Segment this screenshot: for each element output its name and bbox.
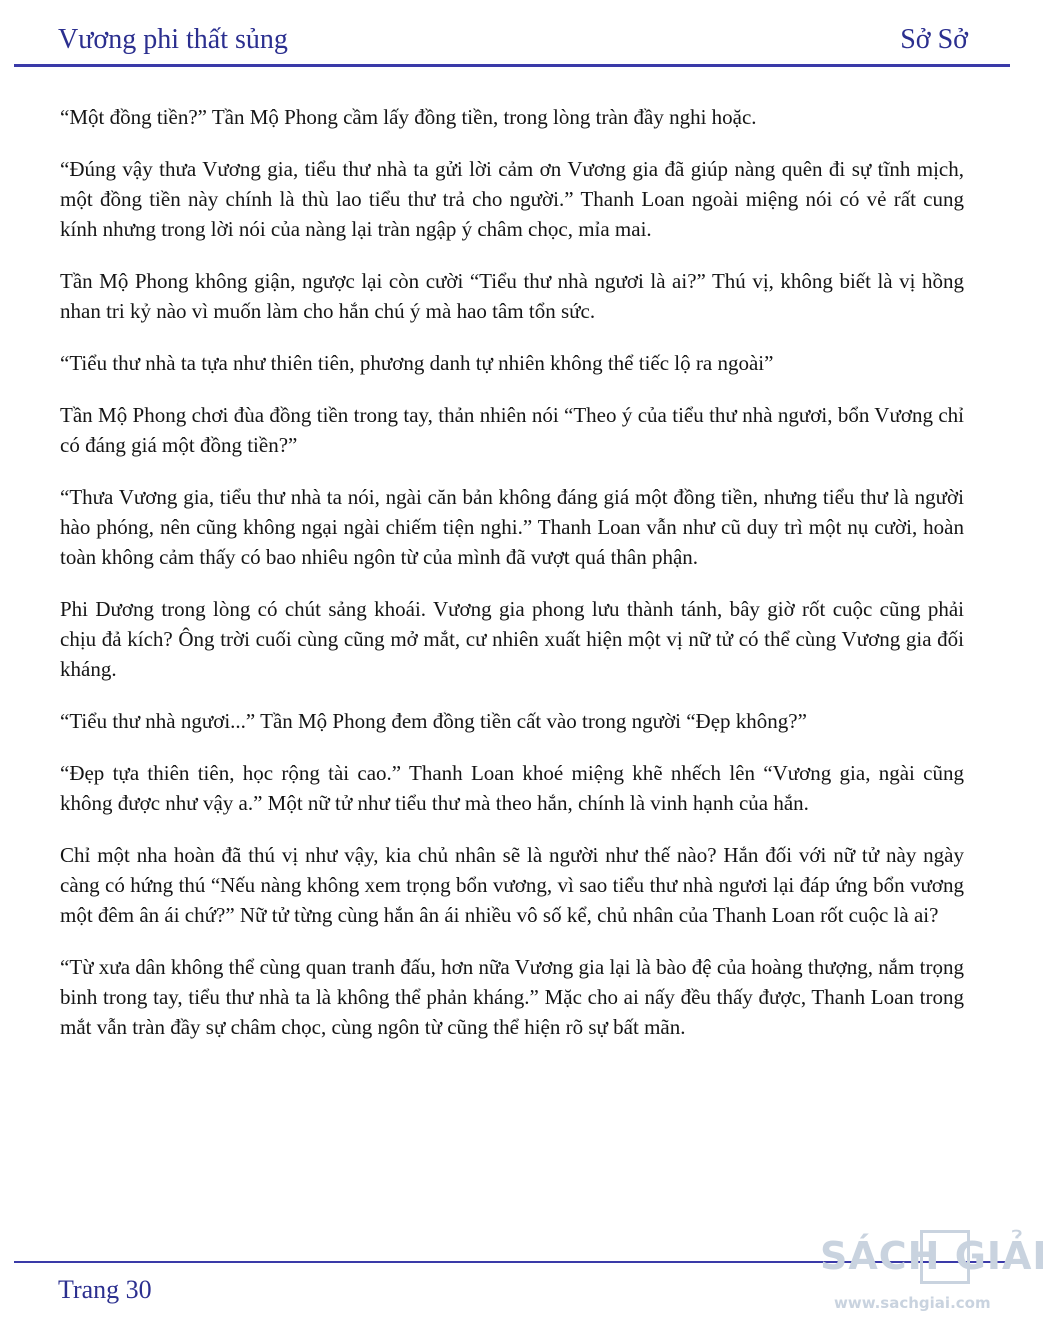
page-header <box>0 0 1024 70</box>
paragraph: “Đúng vậy thưa Vương gia, tiểu thư nhà ta gửi lời cảm ơn Vương gia đã giúp nàng quên đi sự tĩnh mịch, một đồng tiền này chính là thù lao tiểu thư trả cho người.” Thanh Loan ngoài miệng nói có vẻ rất cung kính nhưng trong lời nói của nàng lại tràn ngập ý châm chọc, mỉa mai. <box>60 157 964 241</box>
paragraph: Tần Mộ Phong không giận, ngược lại còn cười “Tiểu thư nhà ngươi là ai?” Thú vị, không biết là vị hồng nhan tri kỷ nào vì muốn làm cho hắn chú ý mà hao tâm tổn sức. <box>60 269 964 323</box>
paragraph: “Tiểu thư nhà ta tựa như thiên tiên, phương danh tự nhiên không thể tiếc lộ ra ngoài” <box>60 351 774 375</box>
paragraph: Tần Mộ Phong chơi đùa đồng tiền trong tay, thản nhiên nói “Theo ý của tiểu thư nhà ngươi, bổn Vương chỉ có đáng giá một đồng tiền?” <box>60 403 964 457</box>
watermark-url: www.sachgiai.com <box>834 1294 991 1312</box>
header-divider <box>14 64 1010 67</box>
book-author: Sở Sở <box>900 24 968 55</box>
paragraph: “Một đồng tiền?” Tần Mộ Phong cầm lấy đồng tiền, trong lòng tràn đầy nghi hoặc. <box>60 105 757 129</box>
paragraph: “Thưa Vương gia, tiểu thư nhà ta nói, ngài căn bản không đáng giá một đồng tiền, nhưng tiểu thư là người hào phóng, nên cũng không ngại ngài chiếm tiện nghi.” Thanh Loan vẫn như cũ duy trì một nụ cười, hoàn toàn không cảm thấy có bao nhiêu ngôn từ của mình đã vượt quá thân phận. <box>60 485 964 569</box>
page-body <box>60 102 964 1064</box>
page-number: Trang 30 <box>58 1275 152 1304</box>
watermark-logo: SÁCH GIẢI <box>820 1234 1048 1278</box>
book-title: Vương phi thất sủng <box>58 24 288 55</box>
paragraph: Chỉ một nha hoàn đã thú vị như vậy, kia chủ nhân sẽ là người như thế nào? Hắn đối với nữ tử này ngày càng có hứng thú “Nếu nàng không xem trọng bổn vương, vì sao tiểu thư nhà ngươi lại đáp ứng bổn vương một đêm ân ái chứ?” Nữ tử từng cùng hắn ân ái nhiều vô số kể, chủ nhân của Thanh Loan rốt cuộc là ai? <box>60 843 964 927</box>
paragraph: “Đẹp tựa thiên tiên, học rộng tài cao.” Thanh Loan khoé miệng khẽ nhếch lên “Vương gia, ngài cũng không được như vậy a.” Một nữ tử như tiểu thư mà theo hắn, chính là vinh hạnh của hắn. <box>60 761 964 815</box>
paragraph: “Tiểu thư nhà ngươi...” Tần Mộ Phong đem đồng tiền cất vào trong người “Đẹp không?” <box>60 709 807 733</box>
paragraph: Phi Dương trong lòng có chút sảng khoái. Vương gia phong lưu thành tánh, bây giờ rốt cuộc cũng phải chịu đả kích? Ông trời cuối cùng cũng mở mắt, cư nhiên xuất hiện một vị nữ tử có thể cùng Vương gia đối kháng. <box>60 597 964 681</box>
paragraph: “Từ xưa dân không thể cùng quan tranh đấu, hơn nữa Vương gia lại là bào đệ của hoàng thượng, nắm trọng binh trong tay, tiểu thư nhà ta là không thể phản kháng.” Mặc cho ai nấy đều thấy được, Thanh Loan trong mắt vẫn tràn đầy sự châm chọc, cùng ngôn từ cũng thể hiện rõ sự bất mãn. <box>60 955 964 1039</box>
watermark <box>812 1226 1048 1325</box>
